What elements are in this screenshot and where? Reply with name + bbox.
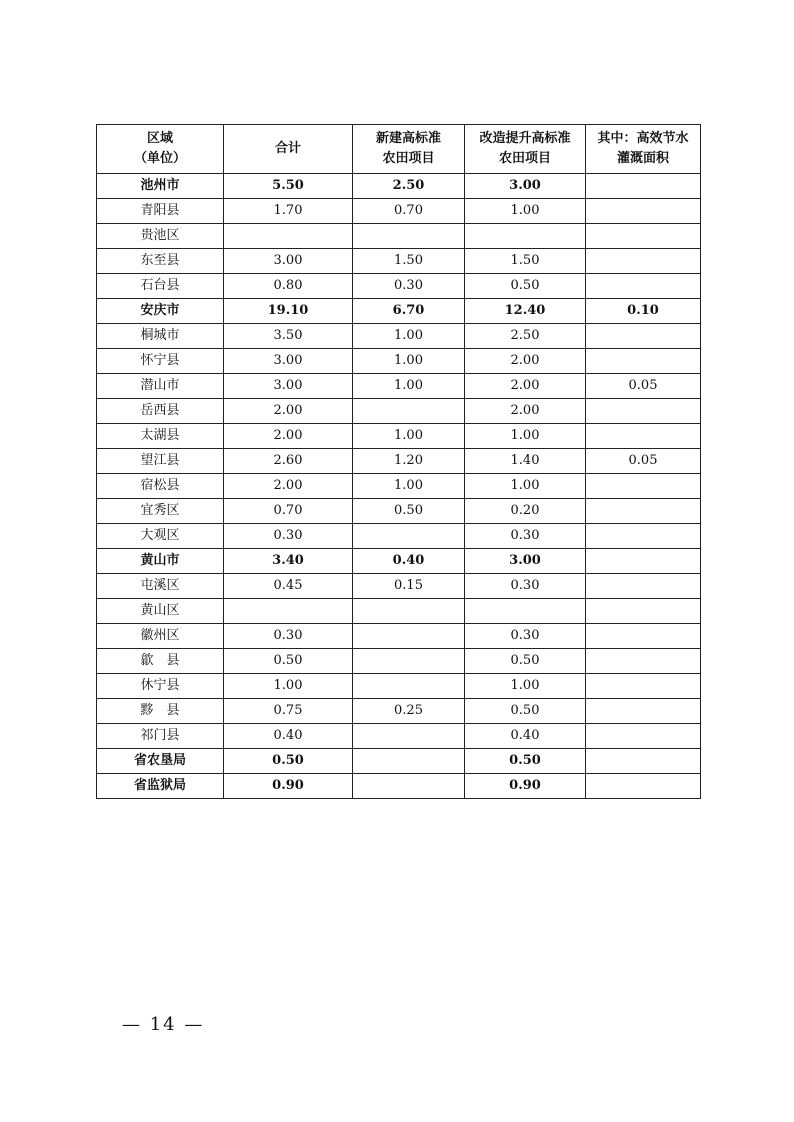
new-farmland-cell (353, 624, 465, 649)
new-farmland-cell: 0.50 (353, 499, 465, 524)
water-saving-cell (586, 499, 701, 524)
upgrade-farmland-cell: 0.40 (465, 724, 586, 749)
table-row (97, 774, 701, 799)
total-cell (224, 599, 353, 624)
upgrade-farmland-cell: 1.40 (465, 449, 586, 474)
upgrade-farmland-cell: 2.00 (465, 349, 586, 374)
new-farmland-cell: 0.15 (353, 574, 465, 599)
table-row (97, 599, 701, 624)
total-cell: 0.80 (224, 274, 353, 299)
water-saving-cell (586, 224, 701, 249)
total-cell: 0.45 (224, 574, 353, 599)
water-saving-cell (586, 624, 701, 649)
region-cell: 望江县 (97, 449, 224, 474)
new-farmland-cell: 1.20 (353, 449, 465, 474)
allocation-table (96, 124, 701, 799)
water-saving-cell (586, 349, 701, 374)
table-row (97, 574, 701, 599)
upgrade-farmland-cell: 0.30 (465, 624, 586, 649)
table-row (97, 649, 701, 674)
region-cell: 歙 县 (97, 649, 224, 674)
region-cell: 休宁县 (97, 674, 224, 699)
upgrade-farmland-cell: 0.50 (465, 649, 586, 674)
table-header-row (97, 125, 701, 174)
region-cell: 省农垦局 (97, 749, 224, 774)
upgrade-farmland-cell: 0.50 (465, 749, 586, 774)
total-cell: 2.00 (224, 399, 353, 424)
upgrade-farmland-cell: 0.50 (465, 699, 586, 724)
new-farmland-cell: 1.00 (353, 324, 465, 349)
region-cell: 青阳县 (97, 199, 224, 224)
total-cell: 0.90 (224, 774, 353, 799)
water-saving-cell (586, 574, 701, 599)
table-row (97, 374, 701, 399)
water-saving-cell (586, 749, 701, 774)
water-saving-cell: 0.05 (586, 374, 701, 399)
new-farmland-cell (353, 224, 465, 249)
table-row (97, 674, 701, 699)
table-row (97, 724, 701, 749)
water-saving-cell (586, 724, 701, 749)
region-cell: 省监狱局 (97, 774, 224, 799)
upgrade-farmland-cell: 2.00 (465, 399, 586, 424)
water-saving-cell (586, 524, 701, 549)
region-cell: 屯溪区 (97, 574, 224, 599)
upgrade-farmland-cell: 0.30 (465, 574, 586, 599)
table-row (97, 399, 701, 424)
region-cell: 潜山市 (97, 374, 224, 399)
upgrade-farmland-cell: 2.50 (465, 324, 586, 349)
new-farmland-cell: 0.30 (353, 274, 465, 299)
table-row (97, 349, 701, 374)
water-saving-cell (586, 399, 701, 424)
new-farmland-cell: 1.00 (353, 474, 465, 499)
region-cell: 桐城市 (97, 324, 224, 349)
water-saving-cell: 0.10 (586, 299, 701, 324)
header-total: 合计 (224, 125, 353, 174)
table-row (97, 499, 701, 524)
total-cell (224, 224, 353, 249)
table-row (97, 699, 701, 724)
table-row (97, 324, 701, 349)
table-row (97, 274, 701, 299)
new-farmland-cell: 0.40 (353, 549, 465, 574)
upgrade-farmland-cell (465, 599, 586, 624)
table-row (97, 549, 701, 574)
new-farmland-cell: 1.00 (353, 374, 465, 399)
total-cell: 1.70 (224, 199, 353, 224)
table-body (97, 174, 701, 799)
total-cell: 3.00 (224, 349, 353, 374)
region-cell: 东至县 (97, 249, 224, 274)
header-upgrade-farmland: 改造提升高标准 农田项目 (465, 125, 586, 174)
total-cell: 2.00 (224, 474, 353, 499)
table-row (97, 299, 701, 324)
total-cell: 3.00 (224, 374, 353, 399)
region-cell: 池州市 (97, 174, 224, 199)
region-cell: 太湖县 (97, 424, 224, 449)
upgrade-farmland-cell: 12.40 (465, 299, 586, 324)
total-cell: 2.60 (224, 449, 353, 474)
table-row (97, 524, 701, 549)
water-saving-cell (586, 274, 701, 299)
total-cell: 3.00 (224, 249, 353, 274)
table-row (97, 749, 701, 774)
total-cell: 0.50 (224, 749, 353, 774)
table-row (97, 174, 701, 199)
water-saving-cell (586, 599, 701, 624)
region-cell: 安庆市 (97, 299, 224, 324)
region-cell: 黄山区 (97, 599, 224, 624)
total-cell: 3.50 (224, 324, 353, 349)
total-cell: 3.40 (224, 549, 353, 574)
region-cell: 宿松县 (97, 474, 224, 499)
new-farmland-cell (353, 674, 465, 699)
table-row (97, 474, 701, 499)
table-row (97, 224, 701, 249)
upgrade-farmland-cell: 0.20 (465, 499, 586, 524)
header-new-farmland: 新建高标准 农田项目 (353, 125, 465, 174)
total-cell: 0.70 (224, 499, 353, 524)
new-farmland-cell (353, 724, 465, 749)
new-farmland-cell (353, 774, 465, 799)
new-farmland-cell (353, 524, 465, 549)
new-farmland-cell (353, 649, 465, 674)
water-saving-cell (586, 474, 701, 499)
total-cell: 0.75 (224, 699, 353, 724)
total-cell: 5.50 (224, 174, 353, 199)
total-cell: 0.40 (224, 724, 353, 749)
upgrade-farmland-cell: 0.30 (465, 524, 586, 549)
region-cell: 黄山市 (97, 549, 224, 574)
upgrade-farmland-cell: 1.00 (465, 424, 586, 449)
water-saving-cell (586, 249, 701, 274)
table-row (97, 199, 701, 224)
water-saving-cell (586, 674, 701, 699)
upgrade-farmland-cell: 0.50 (465, 274, 586, 299)
total-cell: 2.00 (224, 424, 353, 449)
table-row (97, 449, 701, 474)
total-cell: 0.50 (224, 649, 353, 674)
new-farmland-cell: 1.50 (353, 249, 465, 274)
upgrade-farmland-cell: 1.00 (465, 199, 586, 224)
total-cell: 1.00 (224, 674, 353, 699)
new-farmland-cell: 1.00 (353, 349, 465, 374)
region-cell: 大观区 (97, 524, 224, 549)
region-cell: 徽州区 (97, 624, 224, 649)
total-cell: 19.10 (224, 299, 353, 324)
page-number: — 14 — (122, 1014, 205, 1035)
water-saving-cell (586, 699, 701, 724)
water-saving-cell (586, 549, 701, 574)
upgrade-farmland-cell: 1.00 (465, 474, 586, 499)
table-row (97, 424, 701, 449)
upgrade-farmland-cell (465, 224, 586, 249)
upgrade-farmland-cell: 3.00 (465, 174, 586, 199)
water-saving-cell (586, 424, 701, 449)
upgrade-farmland-cell: 1.00 (465, 674, 586, 699)
water-saving-cell (586, 324, 701, 349)
header-water-saving-irrigation: 其中：高效节水 灌溉面积 (586, 125, 701, 174)
region-cell: 宜秀区 (97, 499, 224, 524)
new-farmland-cell (353, 399, 465, 424)
new-farmland-cell (353, 599, 465, 624)
water-saving-cell (586, 174, 701, 199)
new-farmland-cell: 6.70 (353, 299, 465, 324)
header-region: 区域 （单位） (97, 125, 224, 174)
upgrade-farmland-cell: 3.00 (465, 549, 586, 574)
region-cell: 岳西县 (97, 399, 224, 424)
water-saving-cell (586, 649, 701, 674)
total-cell: 0.30 (224, 624, 353, 649)
new-farmland-cell: 0.25 (353, 699, 465, 724)
table-row (97, 249, 701, 274)
upgrade-farmland-cell: 2.00 (465, 374, 586, 399)
table-row (97, 624, 701, 649)
region-cell: 石台县 (97, 274, 224, 299)
upgrade-farmland-cell: 0.90 (465, 774, 586, 799)
new-farmland-cell (353, 749, 465, 774)
new-farmland-cell: 1.00 (353, 424, 465, 449)
water-saving-cell: 0.05 (586, 449, 701, 474)
water-saving-cell (586, 199, 701, 224)
new-farmland-cell: 0.70 (353, 199, 465, 224)
region-cell: 祁门县 (97, 724, 224, 749)
new-farmland-cell: 2.50 (353, 174, 465, 199)
region-cell: 黟 县 (97, 699, 224, 724)
total-cell: 0.30 (224, 524, 353, 549)
region-cell: 怀宁县 (97, 349, 224, 374)
upgrade-farmland-cell: 1.50 (465, 249, 586, 274)
region-cell: 贵池区 (97, 224, 224, 249)
allocation-table-container (96, 124, 700, 799)
water-saving-cell (586, 774, 701, 799)
